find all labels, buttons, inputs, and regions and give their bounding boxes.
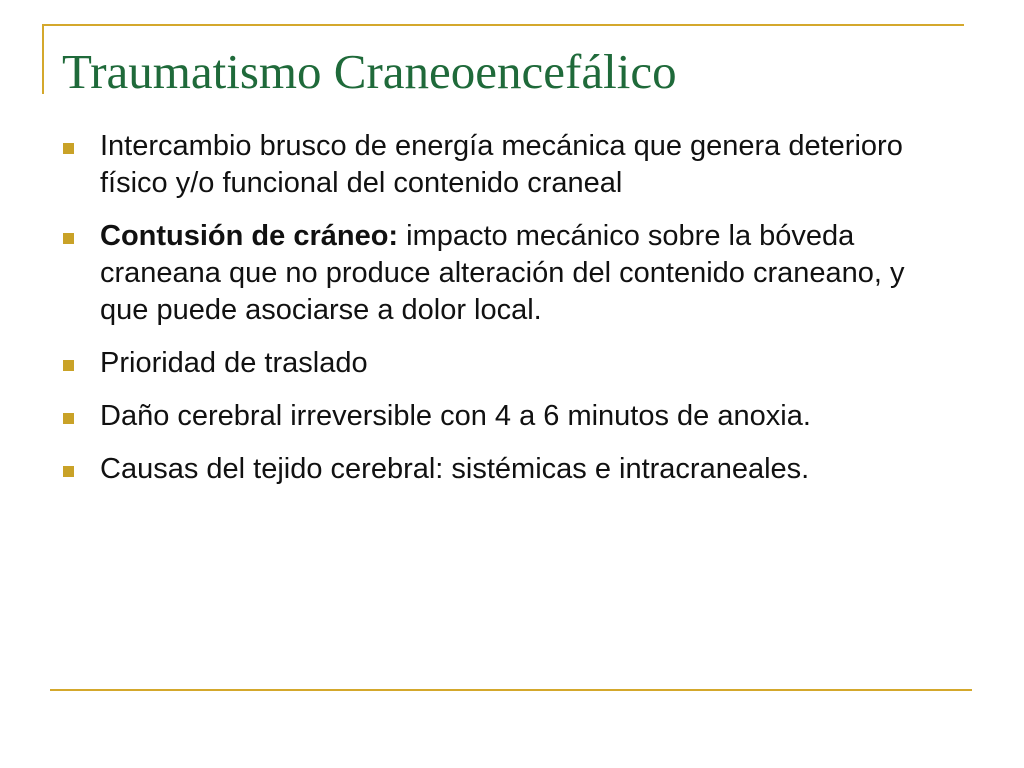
square-bullet-icon (63, 233, 74, 244)
bullet-text: Prioridad de traslado (100, 347, 368, 379)
bottom-accent-rule (50, 689, 972, 691)
square-bullet-icon (63, 143, 74, 154)
bullet-lead: Contusión de cráneo: (100, 220, 399, 252)
bullet-text: Intercambio brusco de energía mecánica que genera deterioro físico y/o funcional del contenido craneal (100, 130, 903, 199)
bullet-item (62, 218, 942, 329)
square-bullet-icon (63, 360, 74, 371)
bullet-item (62, 398, 942, 435)
left-accent-rule (42, 24, 44, 94)
bullet-item (62, 345, 942, 382)
bullet-text: Daño cerebral irreversible con 4 a 6 minutos de anoxia. (100, 400, 811, 432)
bullet-list (62, 128, 942, 504)
bullet-item (62, 128, 942, 202)
top-accent-rule (42, 24, 964, 26)
bullet-text: impacto mecánico sobre la bóveda craneana que no produce alteración del contenido craneano, y que puede asociarse a dolor local. (100, 220, 905, 326)
bullet-text: Causas del tejido cerebral: sistémicas e intracraneales. (100, 453, 810, 485)
slide-title: Traumatismo Craneoencefálico (62, 44, 677, 99)
square-bullet-icon (63, 466, 74, 477)
square-bullet-icon (63, 413, 74, 424)
bullet-item (62, 451, 942, 488)
